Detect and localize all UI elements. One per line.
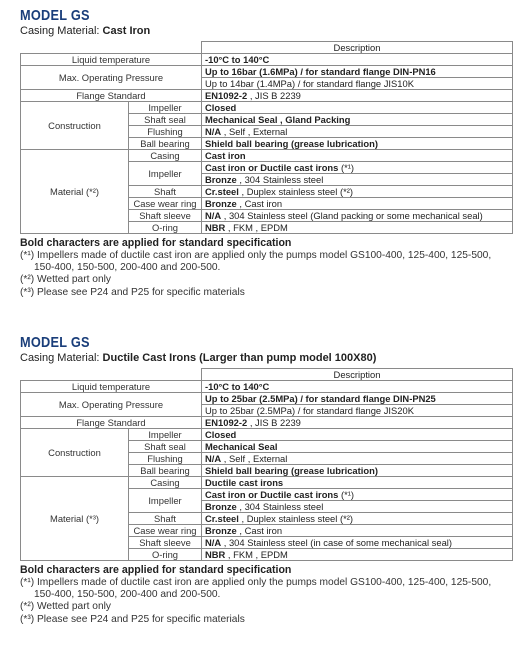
construction-item-value: Closed — [202, 429, 513, 441]
material-item-name: O-ring — [129, 549, 202, 561]
description-header: Description — [202, 42, 513, 54]
material-item-name: Shaft sleeve — [129, 210, 202, 222]
construction-label: Construction — [21, 102, 129, 150]
construction-item-name: Ball bearing — [129, 465, 202, 477]
material-item-name: Shaft — [129, 513, 202, 525]
construction-item-name: Impeller — [129, 102, 202, 114]
material-item-name: O-ring — [129, 222, 202, 234]
table-row — [21, 150, 513, 162]
material-item-name: Shaft — [129, 186, 202, 198]
description-header: Description — [202, 369, 513, 381]
material-item-value: Cr.steel , Duplex stainless steel (*²) — [202, 513, 513, 525]
flange-value: EN1092-2 , JIS B 2239 — [202, 90, 513, 102]
construction-item-value: Mechanical Seal , Gland Packing — [202, 114, 513, 126]
liquid-temp-label: Liquid temperature — [21, 54, 202, 66]
construction-item-value: N/A , Self , External — [202, 126, 513, 138]
material-label: Material (*³) — [21, 477, 129, 561]
pressure-value-1: Up to 25bar (2.5MPa) / for standard flange DIN-PN25 — [202, 393, 513, 405]
footnote-3: (*³) Please see P24 and P25 for specific materials — [20, 286, 245, 298]
material-item-value: Cast iron or Ductile cast irons (*¹) — [202, 489, 513, 501]
material-item-name: Casing — [129, 477, 202, 489]
material-item-name: Impeller — [129, 489, 202, 513]
table-row — [21, 477, 513, 489]
casing-material: Casing Material: Ductile Cast Irons (Larger than pump model 100X80) — [20, 352, 377, 364]
flange-label: Flange Standard — [21, 417, 202, 429]
footnote-1: (*¹) Impellers made of ductile cast iron are applied only the pumps model GS100-400, 125-400, 125-500, — [20, 250, 492, 261]
liquid-temp-value: -10°C to 140°C — [202, 54, 513, 66]
table-row — [21, 42, 513, 54]
construction-item-name: Impeller — [129, 429, 202, 441]
material-item-value: Cr.steel , Duplex stainless steel (*²) — [202, 186, 513, 198]
material-item-value: N/A , 304 Stainless steel (in case of some mechanical seal) — [202, 537, 513, 549]
table-row — [21, 417, 513, 429]
material-item-value: Bronze , 304 Stainless steel — [202, 174, 513, 186]
construction-item-name: Flushing — [129, 453, 202, 465]
table-row — [21, 369, 513, 381]
casing-material: Casing Material: Cast Iron — [20, 25, 151, 37]
footnote-1-cont: 150-400, 150-500, 200-400 and 200-500. — [34, 589, 221, 601]
table-row — [21, 66, 513, 78]
flange-value: EN1092-2 , JIS B 2239 — [202, 417, 513, 429]
material-item-value: Bronze , 304 Stainless steel — [202, 501, 513, 513]
construction-item-name: Shaft seal — [129, 441, 202, 453]
material-item-value: Bronze , Cast iron — [202, 198, 513, 210]
construction-item-value: Shield ball bearing (grease lubrication) — [202, 138, 513, 150]
footnote-2: (*²) Wetted part only — [20, 601, 111, 613]
construction-item-value: N/A , Self , External — [202, 453, 513, 465]
material-item-value: Ductile cast irons — [202, 477, 513, 489]
construction-item-name: Flushing — [129, 126, 202, 138]
spec-table — [20, 368, 513, 561]
material-item-name: Case wear ring — [129, 198, 202, 210]
table-row — [21, 393, 513, 405]
footnote-1-cont: 150-400, 150-500, 200-400 and 200-500. — [34, 262, 221, 274]
table-row — [21, 90, 513, 102]
spec-section-1 — [20, 7, 512, 299]
construction-item-value: Closed — [202, 102, 513, 114]
material-item-value: NBR , FKM , EPDM — [202, 222, 513, 234]
table-row — [21, 54, 513, 66]
liquid-temp-label: Liquid temperature — [21, 381, 202, 393]
model-title: MODEL GS — [20, 334, 90, 351]
pressure-value-2: Up to 14bar (1.4MPa) / for standard flange JIS10K — [202, 78, 513, 90]
pressure-label: Max. Operating Pressure — [21, 393, 202, 417]
table-row — [21, 102, 513, 114]
construction-item-name: Shaft seal — [129, 114, 202, 126]
liquid-temp-value: -10°C to 140°C — [202, 381, 513, 393]
material-item-value: Bronze , Cast iron — [202, 525, 513, 537]
construction-label: Construction — [21, 429, 129, 477]
flange-label: Flange Standard — [21, 90, 202, 102]
footer-note: Bold characters are applied for standard specification — [20, 564, 292, 576]
material-item-value: NBR , FKM , EPDM — [202, 549, 513, 561]
pressure-value-2: Up to 25bar (2.5MPa) / for standard flange JIS20K — [202, 405, 513, 417]
pressure-value-1: Up to 16bar (1.6MPa) / for standard flange DIN-PN16 — [202, 66, 513, 78]
material-item-value: Cast iron or Ductile cast irons (*¹) — [202, 162, 513, 174]
material-label: Material (*²) — [21, 150, 129, 234]
pressure-label: Max. Operating Pressure — [21, 66, 202, 90]
footnote-1: (*¹) Impellers made of ductile cast iron are applied only the pumps model GS100-400, 125-400, 125-500, — [20, 577, 492, 588]
table-row — [21, 429, 513, 441]
footer-note: Bold characters are applied for standard specification — [20, 237, 292, 249]
construction-item-value: Mechanical Seal — [202, 441, 513, 453]
footnote-3: (*³) Please see P24 and P25 for specific materials — [20, 613, 245, 625]
material-item-value: N/A , 304 Stainless steel (Gland packing or some mechanical seal) — [202, 210, 513, 222]
material-item-name: Shaft sleeve — [129, 537, 202, 549]
spec-table — [20, 41, 513, 234]
material-item-value: Cast iron — [202, 150, 513, 162]
material-item-name: Impeller — [129, 162, 202, 186]
spec-section-2 — [20, 334, 512, 626]
construction-item-value: Shield ball bearing (grease lubrication) — [202, 465, 513, 477]
table-row — [21, 381, 513, 393]
material-item-name: Case wear ring — [129, 525, 202, 537]
material-item-name: Casing — [129, 150, 202, 162]
construction-item-name: Ball bearing — [129, 138, 202, 150]
footnote-2: (*²) Wetted part only — [20, 274, 111, 286]
model-title: MODEL GS — [20, 7, 90, 24]
